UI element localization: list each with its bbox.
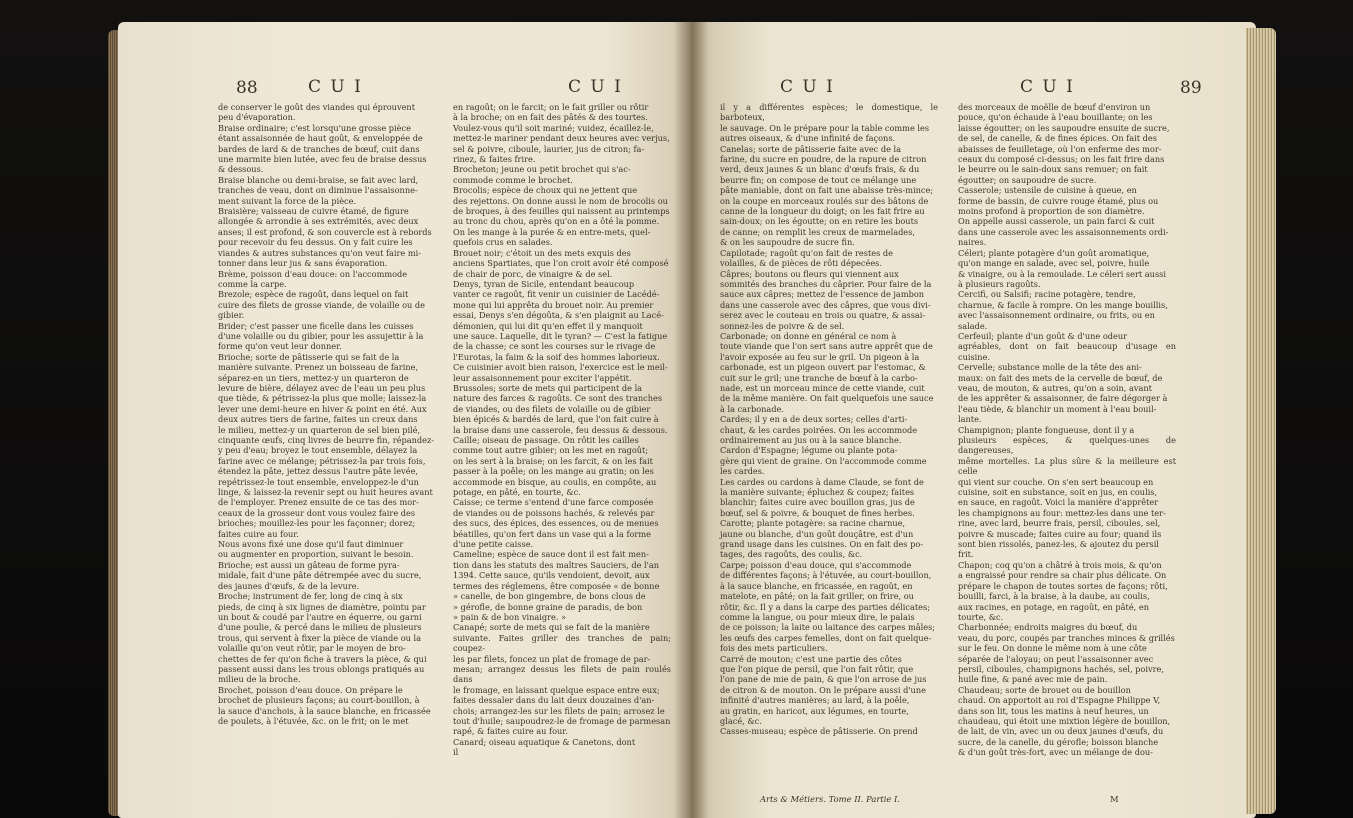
right-page-column-1: il y a différentes espèces; le domestique, le barboteux, le sauvage. On le prépare pour la table comme les autres oiseaux, & d'une infinité de façons. Canelas; sorte de pâtisserie faite avec de la farine, du sucre en poudre, de la rapure de citron verd, deux jaunes & un blanc d'œufs frais, & du beurre fin; on compose de tout ce mélange une pâte maniable, dont on fait une abaisse très-mince; on la coupe en morceaux roulés sur des bâtons de canne de la longueur du doigt; on les fait frire au sain-doux; on les égoutte; on en retire les bouts de canne; on remplit les creux de marmelades, & on les saupoudre de sucre fin. Capilotade; ragoût qu'on fait de restes de volailles, & de pièces de rôti dépecées. Câpres; boutons ou fleurs qui viennent aux sommités des branches du câprier. Pour faire de la sauce aux câpres; mettez de l'essence de jambon dans une casserole avec des câpres, que vous divi- serez avec le couteau en trois ou quatre, & assai- sonnez-les de poivre & de sel. Carbonade; on donne en général ce nom à toute viande que l'on sert sans autre apprêt que de l'avoir exposée au feu sur le gril. Un pigeon à la carbonade, est un pigeon ouvert par l'estomac, & cuit sur le gril; une tranche de bœuf à la carbo- nade, est un morceau mince de cette viande, cuit de la même manière. On fait quelquefois une sauce à la carbonade. Cardes; il y en a de deux sortes; celles d'arti- chaut, & les cardes poirées. On les accommode ordinairement au jus ou à la sauce blanche. Cardon d'Espagne; légume ou plante pota- gère qui vient de graine. On l'accommode comme les cardes. Les cardes ou cardons à dame Claude, se font de la manière suivante; épluchez & coupez; faites blanchir; faites cuire avec bouillon gras, jus de bœuf, sel & poivre, & bouquet de fines herbes. Carotte; plante potagère: sa racine charnue, jaune ou blanche, d'un goût douçâtre, est d'un grand usage dans les cuisines. On en fait des po- tages, des ragoûts, des coulis, &c. Carpe; poisson d'eau douce, qui s'accommode de différentes façons; à l'étuvée, au court-bouillon, à la sauce blanche, en fricassée, en ragoût, en matelote, en pâté; on la fait griller, on frire, ou rôtir, &c. Il y a dans la carpe des parties délicates; comme la langue, ou pour mieux dire, le palais de ce poisson; la laite ou laitance des carpes mâles; les œufs des carpes femelles, dont on fait quelque- fois des mets particuliers. Carré de mouton; c'est une partie des côtes que l'on pique de persil, que l'on fait rôtir, que l'on pane de mie de pain, & que l'on arrose de jus de citron & de mouton. On le prépare aussi d'une infinité d'autres manières; au lard, à la poêle, au gratin, en haricot, aux légumes, en tourte, glacé, &c. Casses-museau; espèce de pâtisserie. On prend: [720, 102, 938, 737]
right-page-footer: Arts & Métiers. Tome II. Partie I.: [760, 794, 901, 804]
open-book: [118, 10, 1270, 818]
left-running-head-right: C U I: [568, 77, 623, 97]
right-running-head-left: C U I: [780, 77, 835, 97]
right-page-signature: M: [1110, 794, 1119, 804]
right-page-number: 89: [1180, 78, 1202, 98]
left-page-number: 88: [236, 78, 258, 98]
left-page: [118, 22, 690, 818]
right-running-head-right: C U I: [1020, 77, 1075, 97]
right-page-edges: [1246, 28, 1276, 814]
left-running-head-left: C U I: [308, 77, 363, 97]
right-page-column-2: des morceaux de moëlle de bœuf d'environ un pouce, qu'on échaude à l'eau bouillante; on les laisse égoutter; on les saupoudre ensuite de sucre, de sel, de canelle, & de fines épices. On fait des abaisses de feuilletage, où l'on enferme des mor- ceaux du composé ci-dessus; on les fait frire dans le beurre ou le sain-doux sans remuer; on fait égoutter; on saupoudre de sucre. Casserole; ustensile de cuisine à queue, en forme de bassin, de cuivre rouge étamé, plus ou moins profond à proportion de son diamètre. On appelle aussi casserole, un pain farci & cuit dans une casserole avec les assaisonnements ordi- naires. Céleri; plante potagère d'un goût aromatique, qu'on mange en salade, avec sel, poivre, huile & vinaigre, ou à la remoulade. Le céleri sert aussi à plusieurs ragoûts. Cercifi, ou Salsifi; racine potagère, tendre, charnue, & facile à rompre. On les mange bouillis, avec l'assaisonnement ordinaire, ou frits, ou en salade. Cerfeuil; plante d'un goût & d'une odeur agréables, dont on fait beaucoup d'usage en cuisine. Cervelle; substance molle de la tête des ani- maux: on fait des mets de la cervelle de bœuf, de veau, de mouton, & autres, qu'on a soin, avant de les apprêter & assaisonner, de faire dégorger à l'eau tiède, & blanchir un moment à l'eau bouil- lante. Champignon; plante fongueuse, dont il y a plusieurs espèces, & quelques-unes de dangereuses, même mortelles. La plus sûre & la meilleure est celle qui vient sur couche. On s'en sert beaucoup en cuisine, soit en substance, soit en jus, en coulis, en sauce, en ragoût. Voici la manière d'apprêter les champignons au four: mettez-les dans une ter- rine, avec lard, beurre frais, persil, ciboules, sel, poivre & muscade; faites cuire au four; quand ils sont bien rissolés, panez-les, & ajoutez du persil frit. Chapon; coq qu'on a châtré à trois mois, & qu'on a engraissé pour rendre sa chair plus délicate. On prépare le chapon de toutes sortes de façons; rôti, bouilli, farci, à la braise, à la daube, au coulis, aux racines, en potage, en ragoût, en pâté, en tourte, &c. Charbonnée; endroits maigres du bœuf, du veau, du porc, coupés par tranches minces & grillés sur le feu. On donne le même nom à une côte séparée de l'aloyau; on peut l'assaisonner avec persil, ciboules, champignons hachés, sel, poivre, huile fine, & pané avec mie de pain. Chaudeau; sorte de brouet ou de bouillon chaud. On apportoit au roi d'Espagne Philippe V, dans son lit, tous les matins à neuf heures, un chaudeau, qui étoit une mixtion légère de bouillon, de lait, de vin, avec un ou deux jaunes d'œufs, du sucre, de la canelle, du gérofle; boisson blanche & d'un goût très-fort, avec un mélange de dou-: [958, 102, 1176, 758]
left-page-column-1: de conserver le goût des viandes qui éprouvent peu d'évaporation. Braise ordinaire; c'est lorsqu'une grosse pièce étant assaisonnée de haut goût, & enveloppée de bardes de lard & de tranches de bœuf, cuit dans une marmite bien lutée, avec feu de braise dessus & dessous. Braise blanche ou demi-braise, se fait avec lard, tranches de veau, dont on diminue l'assaisonne- ment suivant la force de la pièce. Braisière; vaisseau de cuivre étamé, de figure allongée & arrondie à ses extrémités, avec deux anses; il est profond, & son couvercle est à rebords pour recevoir du feu dessus. On y fait cuire les viandes & autres substances qu'on veut faire mi- tonner dans leur jus & sans évaporation. Brème, poisson d'eau douce: on l'accommode comme la carpe. Brezole; espèce de ragoût, dans lequel on fait cuire des filets de grosse viande, de volaille ou de gibier. Brider; c'est passer une ficelle dans les cuisses d'une volaille ou du gibier, pour les assujettir à la forme qu'on veut leur donner. Brioche; sorte de pâtisserie qui se fait de la manière suivante. Prenez un boisseau de farine, séparez-en un tiers, mettez-y un quarteron de levure de bière, délayez avec de l'eau un peu plus que tiède, & pétrissez-la plus que molle; laissez-la lever une demi-heure en hiver & point en été. Aux deux autres tiers de farine, faites un creux dans le milieu, mettez-y un quarteron de sel bien pilé, cinquante œufs, cinq livres de beurre fin, répandez- y peu d'eau; broyez le tout ensemble, délayez la farine avec ce mélange; pétrissez-la par trois fois, étendez la pâte, jettez dessus l'autre pâte levée, repétrissez-le tout ensemble, enveloppez-le d'un linge, & laissez-la revenir sept ou huit heures avant de l'employer. Prenez ensuite de ce tas des mor- ceaux de la grosseur dont vous voulez faire des brioches; mouillez-les pour les façonner; dorez; faites cuire au four. Nous avons fixé une dose qu'il faut diminuer ou augmenter en proportion, suivant le besoin. Brioche; est aussi un gâteau de forme pyra- midale, fait d'une pâte détrempée avec du sucre, des jaunes d'œufs, & de la levure. Broche; instrument de fer, long de cinq à six pieds, de cinq à six lignes de diamètre, pointu par un bout & coudé par l'autre en équerre, ou garni d'une poulie, & percé dans le milieu de plusieurs trous, qui servent à fixer la pièce de viande ou la volaille qu'on veut rôtir, par le moyen de bro- chettes de fer qu'on fiche à travers la pièce, & qui passent aussi dans les trous oblongs pratiqués au milieu de la broche. Brochet, poisson d'eau douce. On prépare le brochet de plusieurs façons; au court-bouillon, à la sauce d'anchois, à la sauce blanche, en fricassée de poulets, à l'étuvée, &c. on le frit; on le met: [218, 102, 435, 726]
book-gutter: [674, 22, 708, 818]
right-page: [690, 22, 1256, 818]
left-page-column-2: en ragoût; on le farcit; on le fait griller ou rôtir à la broche; on en fait des pâtés & des tourtes. Voulez-vous qu'il soit mariné; vuidez, écaillez-le, mettez-le mariner pendant deux heures avec verjus, sel & poivre, ciboule, laurier, jus de citron; fa- rinez, & faites frire. Brocheton; jeune ou petit brochet qui s'ac- commode comme le brochet. Brocolis; espèce de choux qui ne jettent que des rejettons. On donne aussi le nom de brocolis ou de broques, à des feuilles qui naissent au printemps au tronc du chou, après qu'on en a ôté la pomme. On les mange à la purée & en entre-mets, quel- quefois crus en salades. Brouet noir; c'étoit un des mets exquis des anciens Spartiates, que l'on croit avoir été composé de chair de porc, de vinaigre & de sel. Denys, tyran de Sicile, entendant beaucoup vanter ce ragoût, fit venir un cuisinier de Lacédé- mone qui lui apprêta du brouet noir. Au premier essai, Denys s'en dégoûta, & s'en plaignit au Lacé- démonien, qui lui dit qu'en effet il y manquoit une sauce. Laquelle, dit le tyran? — C'est la fatigue de la chasse; ce sont les courses sur le rivage de l'Eurotas, la faim & la soif des hommes laborieux. Ce cuisinier avoit bien raison, l'exercice est le meil- leur assaisonnement pour exciter l'appétit. Brussoles; sorte de mets qui participent de la nature des farces & ragoûts. Ce sont des tranches de viandes, ou des filets de volaille ou de gibier bien épicés & bardés de lard, que l'on fait cuire à la braise dans une casserole, feu dessus & dessous. Caille; oiseau de passage. On rôtit les cailles comme tout autre gibier; on les met en ragoût; on les sert à la braise; on les farcit, & on les fait passer à la poêle; on les mange au gratin; on les accommode en bisque, au coulis, en compôte, au potage, en pâté, en tourte, &c. Caisse; ce terme s'entend d'une farce composée de viandes ou de poissons hachés, & relevés par des sucs, des épices, des essences, ou de menues béatilles, qu'on fert dans un vase qui a la forme d'une petite caisse. Cameline; espèce de sauce dont il est fait men- tion dans les statuts des maîtres Sauciers, de l'an 1394. Cette sauce, qu'ils vendoient, devoit, aux termes des réglemens, être composée « de bonne » canelle, de bon gingembre, de bons clous de » gérofle, de bonne graine de paradis, de bon » pain & de bon vinaigre. » Canapé; sorte de mets qui se fait de la manière suivante. Faites griller des tranches de pain; coupez- les par filets, foncez un plat de fromage de par- mesan; arrangez dessus les filets de pain roulés dans le fromage, en laissant quelque espace entre eux; faites dessaler dans du lait deux douzaines d'an- chois; arrangez-les sur les filets de pain; arrosez le tout d'huile; saupoudrez-le de fromage de parmesan rapé, & faites cuire au four. Canard; oiseau aquatique & Canetons, dont il: [453, 102, 671, 758]
